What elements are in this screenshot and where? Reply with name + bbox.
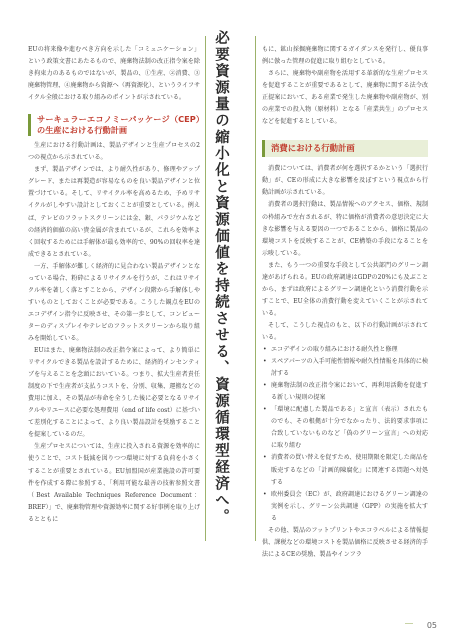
- left-paragraph-1: EUの将来像や進むべき方向を示した「コミュニケーション」という政策文書にあたるもので、廃棄物法制の改正指令案を除き拘束力のあるものではないが、製品の、①生産、②消費、③廃棄物管理、④廃棄物から資源へ（再資源化）、というライフサイクル全般における取り組みのポイントが示されている。: [28, 46, 200, 102]
- vertical-title-band: [203, 30, 259, 550]
- vertical-rule-left: [205, 36, 206, 541]
- vertical-title: 必要資源量の縮小化と資源価値を持続させる、資源循環型経済へ。: [213, 30, 229, 525]
- right-paragraph-5: また、もう一つの重要な手段として公共部門のグリーン調達があげられる。EUの政府調達はGDPの20%にも及ぶことから、まずは政府によるグリーン調達化という消費行動を示すことで、EU全体の消費行動を変えていくことが示されている。: [262, 261, 428, 317]
- list-item: • 廃棄物法制の改正指令案において、再利用活動を促進する新しい規則の提案: [262, 380, 428, 404]
- right-paragraph-3: 消費については、消費者が何を選択するかという「選択行動」が、CEの形成に大きな影響を及ぼすという視点から行動計画が示されている。: [262, 165, 428, 197]
- section-heading-consumption: 消費における行動計画: [262, 140, 428, 157]
- vertical-rule-right: [255, 36, 256, 541]
- right-paragraph-1: もに、鉱山採掘廃棄物に関するガイダンスを発行し、優良事例に倣った管理の促進に取り組むとしている。: [262, 46, 428, 66]
- list-item: • 「環境に配慮した製品である」と宣言（表示）されたものでも、その根拠が十分でなかったり、法的要求事項に合致していないものなど「偽のグリーン宣言」への対応に取り組む: [262, 404, 428, 452]
- action-plan-list: [262, 344, 428, 525]
- list-item: • 欧州委員会（EC）が、政府調達におけるグリーン調達の実例を示し、グリーン公共調達（GPP）の実施を拡大する: [262, 489, 428, 525]
- right-column: [262, 44, 428, 561]
- page-number: 05: [426, 621, 437, 630]
- list-item: • スペアパーツの入手可能性情報や耐久性情報を具体的に検討する: [262, 356, 428, 380]
- list-item: • 消費者の買い替えを促すため、使用期限を限定した商品を販売するなどの「計画的陳腐化」に関連する問題へ対処する: [262, 452, 428, 488]
- section-heading-production: サーキュラーエコノミーパッケージ（CEP）の生産における行動計画: [28, 114, 200, 136]
- left-paragraph-2: 生産における行動計画は、製品デザインと生産プロセスの2つの視点から示されている。: [28, 142, 200, 162]
- left-paragraph-6: 生産プロセスについては、生産に投入される資源を効率的に使うことで、コスト低減を図りつつ環境に対する負荷を小さくすることが重要とされている。EU加盟国が産業施設の許可要件を作成する際に参照する、「利用可能な最善の技術参照文書（Best Available Techniques Reference Document：BREF）」で、廃棄物管理や資源効率に関する好事例を取り上げるとともに: [28, 443, 200, 523]
- list-item: • エコデザインの取り組みにおける耐久性と修理: [262, 344, 428, 356]
- right-paragraph-2: さらに、廃棄物や副産物を活用する革新的な生産プロセスを促進することが重要であるとして、廃棄物に関する法令改正提案において、ある産業で発生した廃棄物や副産物が、別の産業での投入物（原材料）となる「産業共生」のプロセスなどを促進するとしている。: [262, 70, 428, 126]
- right-paragraph-6: そして、こうした視点のもと、以下の行動計画が示されている。: [262, 321, 428, 341]
- left-paragraph-4: 一方、手解体が難しく経済的に見合わない製品デザインとなっている場合、粉砕によるリサイクルを行うが、これはリサイクル率を著しく落とすことから、デザイン段階から手解体しやすいものとしておくことが必要である。こうした観点をEUのエコデザイン指令に反映させ、その第一歩として、コンピューターのディスプレイやテレビのフラットスクリーンから取り組みを開始している。: [28, 262, 200, 342]
- left-column: [28, 44, 200, 526]
- left-paragraph-3: まず、製品デザインでは、より耐久性があり、修理やアップグレード、または再製造が容易なものを良い製品デザインと位置づけている。そして、リサイクル率を高めるため、予めリサイクルがしやすい設計としておくことが重要としている。例えば、テレビのフラットスクリーンには金、銀、パラジウムなどの経済的価値の高い貴金属が含まれているが、これらを効率よく回収するためには手解体が最も効率的で、90%の回収率を達成できるとされている。: [28, 166, 200, 258]
- footer-rule: [405, 623, 413, 624]
- right-paragraph-4: 消費者の選択行動は、製品情報へのアクセス、価格、規制の枠組みで左右されるが、特に価格が消費者の意思決定に大きな影響を与える要因の一つであることから、価格に製品の環境コストを反映することが、CE構築の手段になることを示唆している。: [262, 201, 428, 257]
- right-paragraph-7: その他、製品のフットプリントやエコラベルによる情報提供、課税などの環境コストを製品価格に反映させる経済的手法によるCEの奨励、製品やインフラ: [262, 526, 428, 558]
- left-paragraph-5: EUはまた、廃棄物法制の改正指令案によって、より簡単にリサイクルできる製品を設計するために、経済的インセンティブを与えることを念頭においている。つまり、拡大生産者責任制度の下で生産者が支払うコストを、分別、収集、運搬などの費用に加え、その製品が寿命を全うした後に必要となるリサイクルやリユースに必要な処理費用（end of life cost）に基づいて差別化することによって、より良い製品設計を奨励することを提案しているのだ。: [28, 347, 200, 439]
